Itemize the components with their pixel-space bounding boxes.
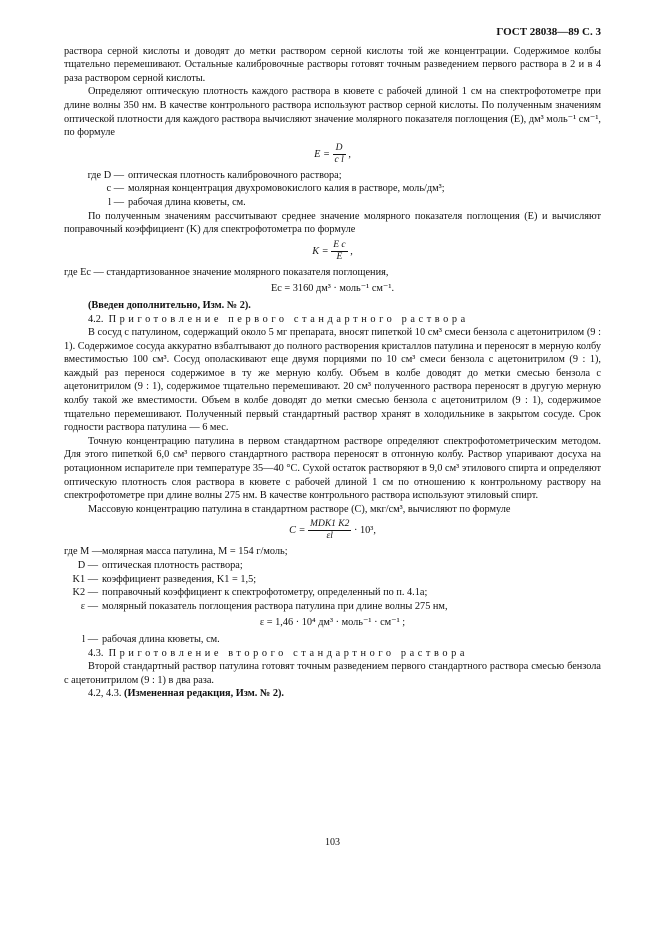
def-symbol: ε — xyxy=(80,600,98,612)
page-number: 103 xyxy=(325,837,340,848)
def-symbol: где M — xyxy=(64,546,103,558)
def-symbol: l — xyxy=(82,633,98,645)
formula-e: E = $\frac{D}{\text{c l}}$ , xyxy=(314,142,351,165)
document-page xyxy=(64,26,601,848)
paragraph-8: Второй стандартный раствор патулина готовят точным разведением первого стандартного раствора смесью бензола с ацетонитрилом (9 : 1) в два раза. xyxy=(64,661,601,686)
formula-epsilon: ε = 1,46 · 10⁴ дм³ · моль⁻¹ · см⁻¹ ; xyxy=(259,617,406,629)
formula-ec: Ec = 3160 дм³ · моль⁻¹ см⁻¹. xyxy=(270,283,395,295)
def-symbol: D — xyxy=(77,560,98,571)
paragraph-2: Определяют оптическую плотность каждого раствора в кювете с рабочей длиной 1 см на спектрофотометре при длине волны 350 нм. В качестве контрольного раствора используют раствор серной кислоты. По полученным значениям оптической плотности для каждого раствора вычисляют значение молярного показателя поглощения (E), дм³ моль⁻¹ см⁻¹, по формуле xyxy=(64,86,601,139)
def-symbol: c — xyxy=(106,183,124,195)
def-text: молярный показатель поглощения раствора патулина при длине волны 275 нм, xyxy=(102,600,448,612)
amendment-note-1: (Введен дополнительно, Изм. № 2). xyxy=(88,299,251,311)
def-symbol: l — xyxy=(108,196,124,208)
section-4-3-heading: 4.3. Приготовление второго стандартного раствора xyxy=(88,647,469,659)
def-symbol: K1 — xyxy=(72,573,98,585)
formula-k: K = $\frac{\text{E c}}{E}$ , xyxy=(312,239,353,262)
amendment-note-2: 4.2, 4.3. (Измененная редакция, Изм. № 2). xyxy=(88,688,284,700)
paragraph-3: По полученным значениям рассчитывают среднее значение молярного показателя поглощения (E) и вычисляют поправочный коэффициент (K) для спектрофотометра по формуле xyxy=(64,210,601,236)
page-header: ГОСТ 28038—89 С. 3 xyxy=(496,26,601,38)
definitions-1 xyxy=(64,169,601,210)
def-text: молярная масса патулина, M = 154 г/моль; xyxy=(102,546,288,558)
paragraph-4: где Ec — стандартизованное значение молярного показателя поглощения, xyxy=(64,266,389,278)
paragraph-6: Точную концентрацию патулина в первом стандартном растворе определяют спектрофотометрическим методом. Для этого пипеткой 6,0 см³ первого стандартного раствора переносят в отгонную колбу. Раствор упаривают досуха на ротационном испарителе при температуре 35—40 °C. Сухой остаток растворяют в 9,0 см³ этилового спирта и определяют оптическую плотность слоя раствора в кювете с рабочей длиной 1 см по отношению к контрольному раствору на спектрофотометре при длине волны 275 нм. В качестве контрольного раствора используют этиловый спирт. xyxy=(64,435,601,502)
definitions-2 xyxy=(64,545,601,613)
paragraph-5: В сосуд с патулином, содержащий около 5 мг препарата, вносят пипеткой 10 см³ смеси бензола с ацетонитрилом (9 : 1). Содержимое сосуда аккуратно взбалтывают до полного растворения кристаллов патулина и переносят в мерную колбу вместимостью 100 см³. Сосуд ополаскивают еще двумя порциями по 10 см³ смеси бензола с ацетонитрилом (9 : 1), каждый раз перенося содержимое в ту же мерную колбу. Объем в колбе доводят до метки смесью бензола с ацетонитрилом (9 : 1), содержимое тщательно перемешивают. 20 см³ полученного раствора переносят в другую мерную колбу такой же вместимости. Объем в колбе доводят до метки смесью бензола с ацетонитрилом (9 : 1), содержимое тщательно перемешивают. Полученный первый стандартный раствор хранят в холодильнике в закрытом сосуде. Срок годности раствора патулина — 6 мес. xyxy=(64,327,601,434)
paragraph-7: Массовую концентрацию патулина в стандартном растворе (C), мкг/см³, вычисляют по формуле xyxy=(88,503,511,515)
paragraph-1: раствора серной кислоты и доводят до метки раствором серной кислоты той же концентрации. Содержимое колбы тщательно перемешивают. Остальные калибровочные растворы готовят точным разведением первого раствора в 2 и в 4 раза раствором серной кислоты. xyxy=(64,45,601,84)
def-text: оптическая плотность раствора; xyxy=(102,560,243,571)
section-4-2-heading: 4.2. Приготовление первого стандартного раствора xyxy=(88,313,469,325)
def-text: молярная концентрация двухромовокислого калия в растворе, моль/дм³; xyxy=(128,183,445,195)
def-symbol: K2 — xyxy=(72,587,98,599)
def-text: поправочный коэффициент к спектрофотометру, определенный по п. 4.1а; xyxy=(102,587,428,599)
def-symbol: где D — xyxy=(87,169,124,181)
def-text: рабочая длина кюветы, см. xyxy=(102,633,220,645)
def-text: рабочая длина кюветы, см. xyxy=(128,196,246,208)
def-text: коэффициент разведения, K1 = 1,5; xyxy=(102,573,257,585)
formula-c: C = $\frac{\text{MDK1 K2}}{\varepsilon l}$ · 10³, xyxy=(289,519,376,542)
def-text: оптическая плотность калибровочного раствора; xyxy=(128,169,342,181)
definition-l xyxy=(64,633,601,647)
